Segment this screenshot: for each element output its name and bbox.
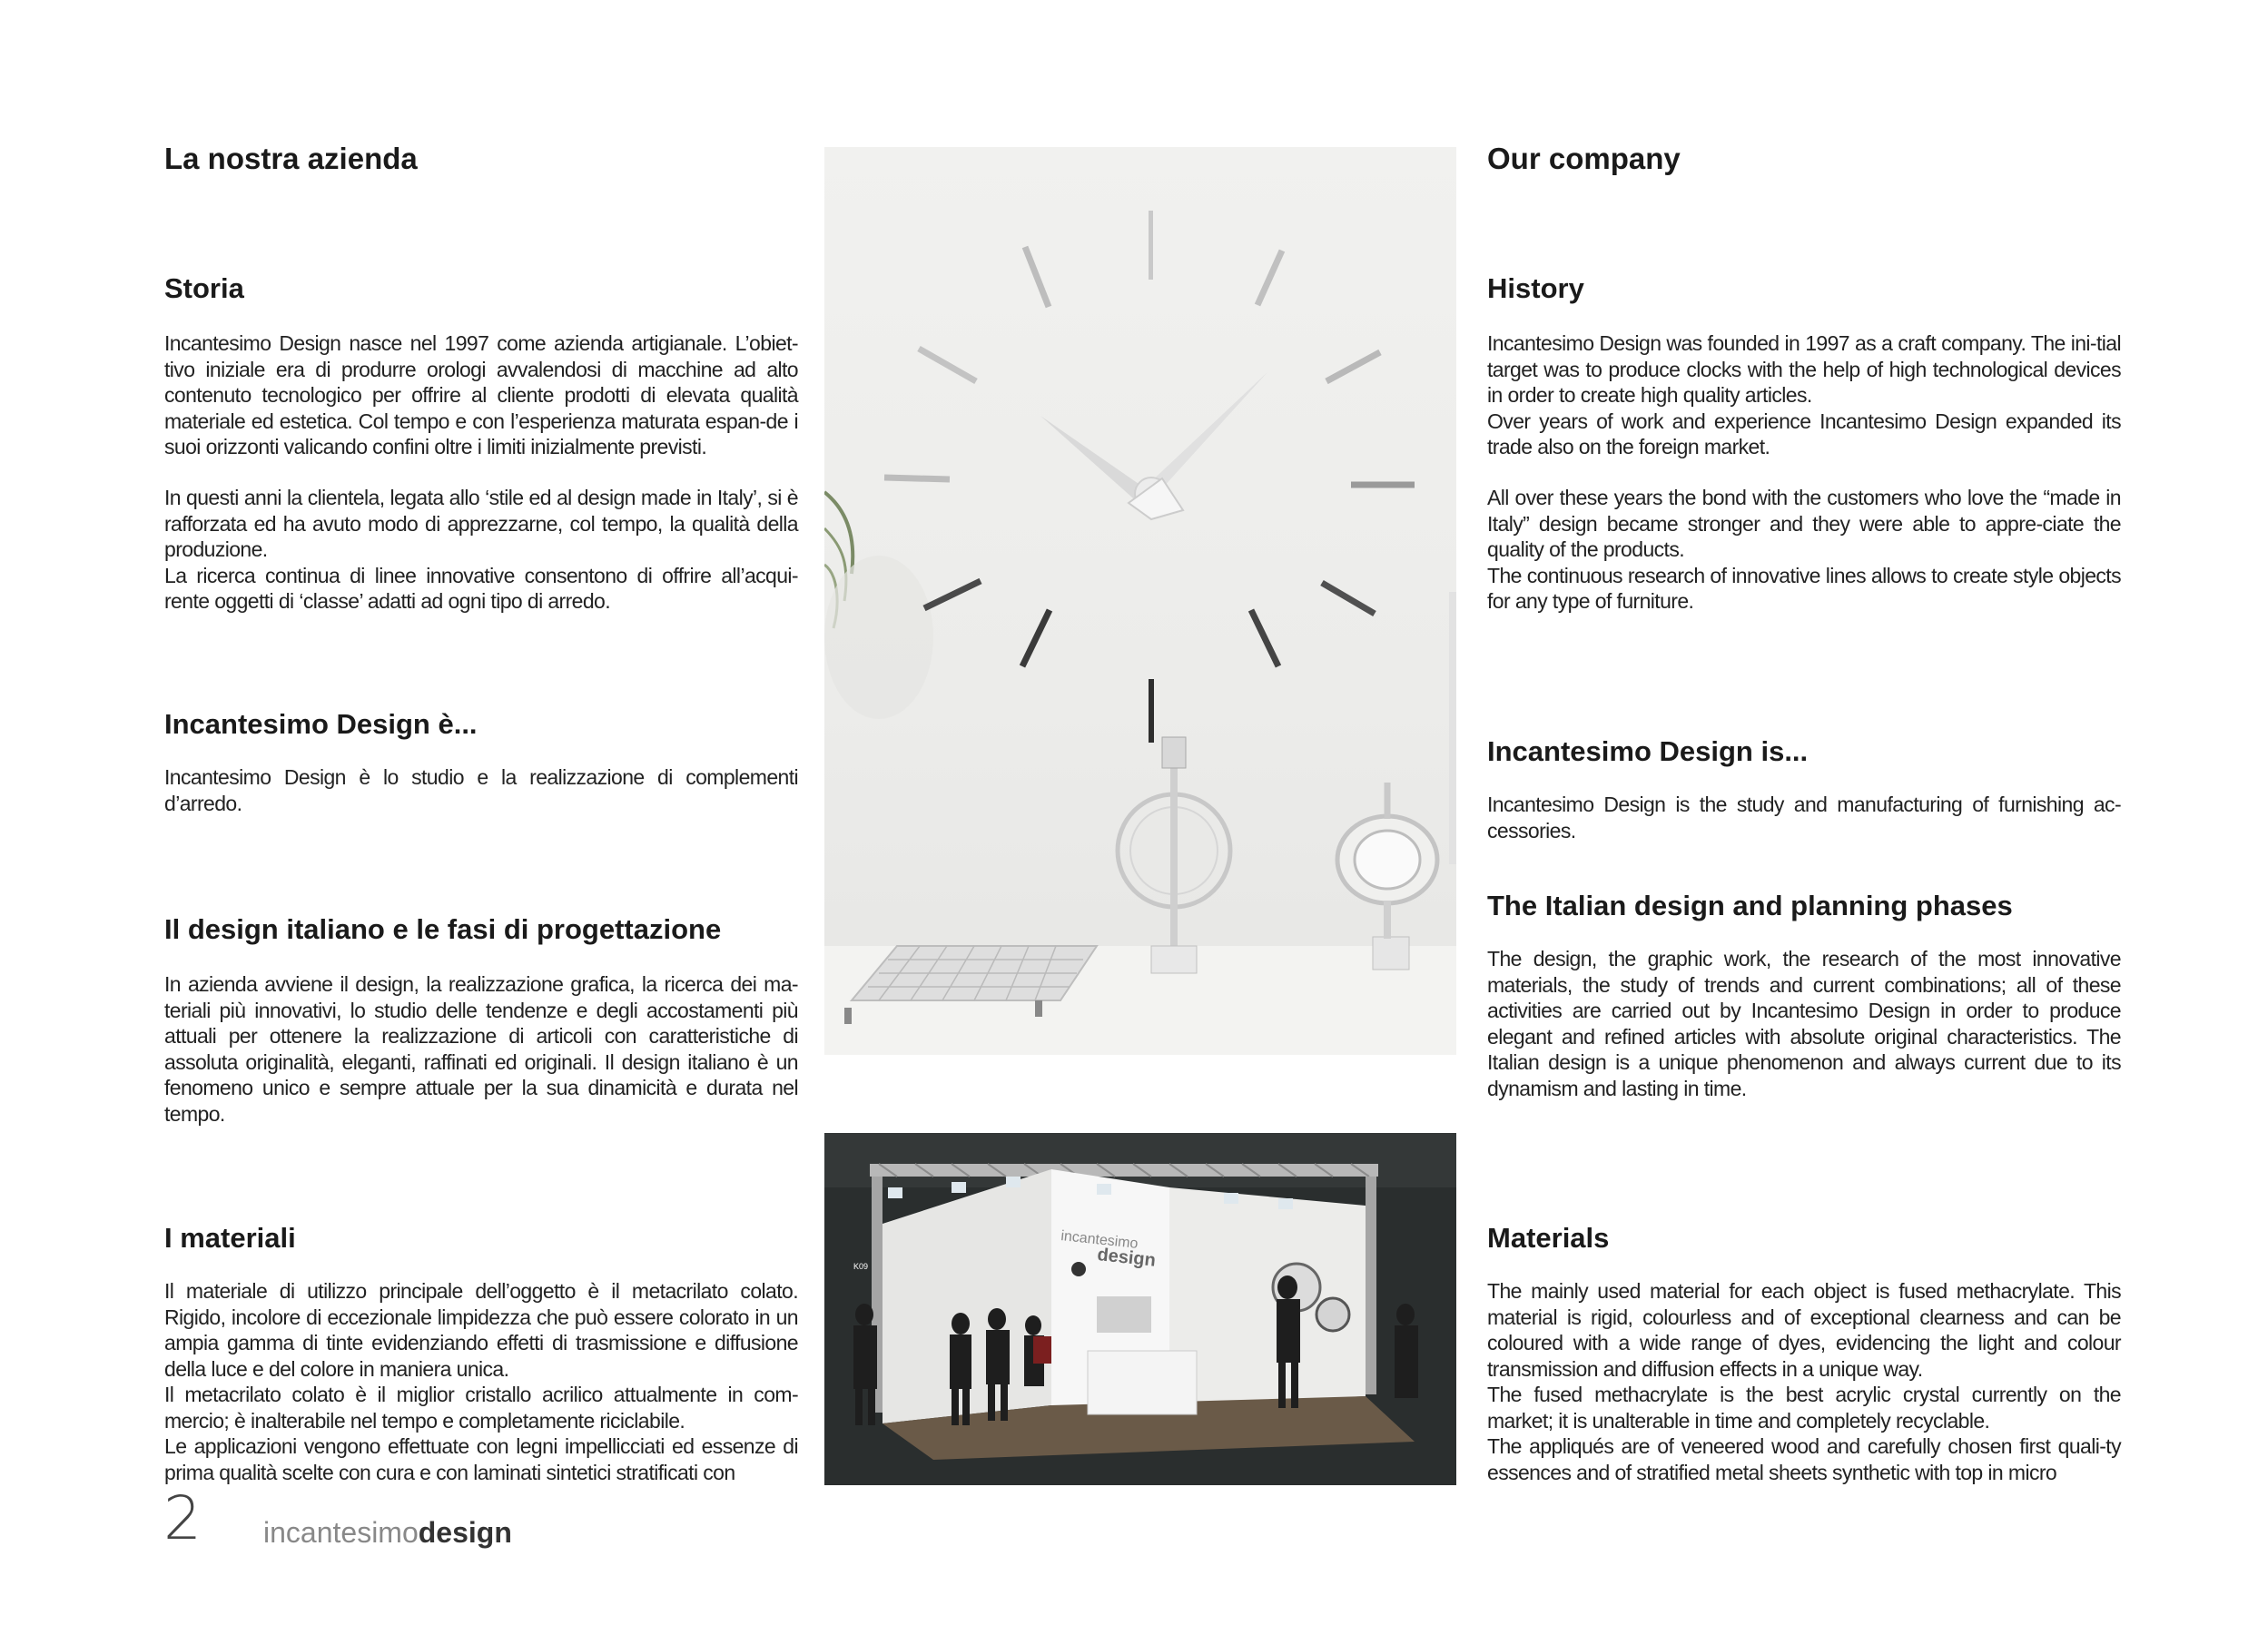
page-title-english: Our company [1487, 142, 1681, 175]
trade-booth-photo [824, 1133, 1456, 1485]
heading-materiali: I materiali [164, 1222, 296, 1254]
heading-history: History [1487, 272, 1584, 304]
footer-brand-logo [263, 1516, 512, 1550]
paragraph-storia-1: Incantesimo Design nasce nel 1997 come azienda artigianale. L’obiet-tivo iniziale era di produrre orologi avvalendosi di macchine ad alto contenuto tecnologico per offrire al cliente prodotti di elevata qualità materiale ed estetica. Col tempo e con l’esperienza maturata espan-de i suoi orizzonti valicando confini oltre i limiti inizialmente previsti. [164, 331, 798, 458]
heading-storia: Storia [164, 272, 244, 304]
page-title-italian: La nostra azienda [164, 142, 418, 175]
paragraph-design-italiano: In azienda avviene il design, la realizzazione grafica, la ricerca dei ma-teriali più innovativi, lo studio delle tendenze e degli accostamenti più attuali per ottenere la realizzazione di articoli con caratteristiche di assoluta originalità, eleganti, raffinati ed originali. Il design italiano è un fenomeno unico e sempre attuale per la sua dinamicità e durata nel tempo. [164, 972, 798, 1126]
trade-booth-illustration [824, 1133, 1456, 1485]
paragraph-history-2: All over these years the bond with the customers who love the “made in Italy” design became stronger and they were able to appre-ciate the quality of the products. The continuous research of innovative lines allows to create style objects for any type of furniture. [1487, 486, 2121, 613]
paragraph-materiali: Il materiale di utilizzo principale dell’oggetto è il metacrilato colato. Rigido, incolore di eccezionale limpidezza che può essere colorato in un ampia gamma di tinte evidenziando effetti di trasmissione e diffusione della luce e del colore in maniera unica. Il metacrilato colato è il miglior cristallo acrilico attualmente in com-mercio; è inalterabile nel tempo e completamente riciclabile. Le applicazioni vengono effettuate con legni impellicciati ed essenze di prima qualità scelte con cura e con laminati sintetici stratificati con [164, 1279, 798, 1484]
footer-brand-bold: design [418, 1516, 512, 1549]
heading-materials: Materials [1487, 1222, 1610, 1254]
paragraph-materials: The mainly used material for each object is fused methacrylate. This material is rigid, colourless and of exceptional clearness and can be coloured with a wide range of dyes, evidencing the light and colour transmission and diffusion effects in a unique way. The fused methacrylate is the best acrylic crystal currently on the market; it is unalterable in time and completely recyclable. The appliqués are of veneered wood and carefully chosen first quali-ty essences and of stratified metal sheets synthetic with top in micro [1487, 1279, 2121, 1484]
booth-stand-code: K09 [853, 1262, 869, 1271]
heading-incantesimo-e: Incantesimo Design è... [164, 708, 478, 740]
heading-design-italiano: Il design italiano e le fasi di progettazione [164, 913, 722, 945]
wall-clock-photo [824, 147, 1456, 1055]
booth-sign-brand-bold: design [1096, 1245, 1157, 1271]
wall-clock-illustration [824, 147, 1456, 1055]
heading-incantesimo-is: Incantesimo Design is... [1487, 735, 1809, 767]
page-number: 2 [163, 1483, 202, 1553]
paragraph-history-1: Incantesimo Design was founded in 1997 as a craft company. The ini-tial target was to produce clocks with the help of high technological devices in order to create high quality articles. Over years of work and experience Incantesimo Design expanded its trade also on the foreign market. [1487, 331, 2121, 458]
paragraph-italian-design: The design, the graphic work, the research of the most innovative materials, the study of trends and current combinations; all of these activities are carried out by Incantesimo Design in order to produce elegant and refined articles with absolute original characteristics. The Italian design is a unique phenomenon and always current due to its dynamism and lasting in time. [1487, 947, 2121, 1100]
paragraph-storia-2: In questi anni la clientela, legata allo ‘stile ed al design made in Italy’, si è rafforzata ed ha avuto modo di apprezzarne, col tempo, la qualità della produzione. La ricerca continua di linee innovative consentono di offrire all’acqui-rente oggetti di ‘classe’ adatti ad ogni tipo di arredo. [164, 486, 798, 613]
footer-brand-light: incantesimo [263, 1516, 419, 1549]
heading-italian-design: The Italian design and planning phases [1487, 890, 2013, 921]
booth-sign-brand-light: incantesimo [1060, 1228, 1139, 1252]
paragraph-incantesimo-e: Incantesimo Design è lo studio e la realizzazione di complementi d’arredo. [164, 765, 798, 815]
paragraph-incantesimo-is: Incantesimo Design is the study and manufacturing of furnishing ac-cessories. [1487, 793, 2121, 842]
